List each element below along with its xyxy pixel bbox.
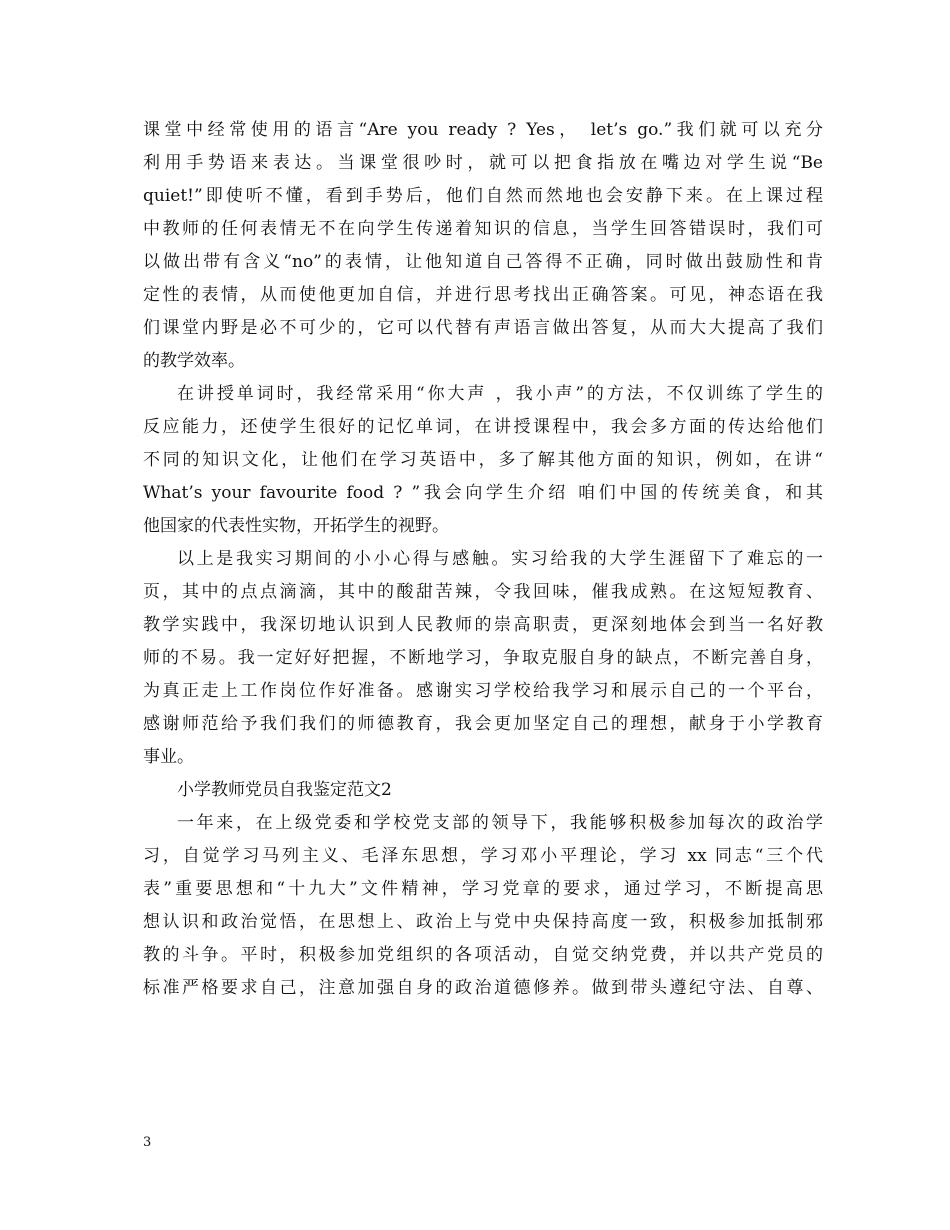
- text-line: 反应能力，还使学生很好的记忆单词，在讲授课程中，我会多方面的传达给他们: [143, 417, 823, 437]
- text-line: 为真正走上工作岗位作好准备。感谢实习学校给我学习和展示自己的一个平台，: [143, 681, 823, 701]
- text-line: 小学教师党员自我鉴定范文2: [177, 780, 392, 800]
- text-line: 教的斗争。平时，积极参加党组织的各项活动，自觉交纳党费，并以共产党员的: [143, 945, 823, 965]
- text-line: 以做出带有含义“no”的表情，让他知道自己答得不正确，同时做出鼓励性和肯: [143, 252, 823, 272]
- text-line: 事业。: [143, 747, 194, 767]
- text-line: 以上是我实习期间的小小心得与感触。实习给我的大学生涯留下了难忘的一: [177, 549, 823, 569]
- text-line: 师的不易。我一定好好把握，不断地学习，争取克服自身的缺点，不断完善自身，: [143, 648, 823, 668]
- text-line: 一年来，在上级党委和学校党支部的领导下，我能够积极参加每次的政治学: [177, 813, 823, 833]
- text-line: 们课堂内野是必不可少的，它可以代替有声语言做出答复，从而大大提高了我们: [143, 318, 823, 338]
- text-line: 课堂中经常使用的语言“Are you ready ? Yes， let’s go.”我们就可以充分: [143, 120, 823, 140]
- text-line: 他国家的代表性实物，开拓学生的视野。: [143, 516, 449, 536]
- body-text: [143, 114, 823, 1005]
- text-line: 页，其中的点点滴滴，其中的酸甜苦辣，令我回味，催我成熟。在这短短教育、: [143, 582, 823, 602]
- text-line: 利用手势语来表达。当课堂很吵时，就可以把食指放在嘴边对学生说“Be: [143, 153, 823, 173]
- text-line: 的教学效率。: [143, 351, 245, 371]
- text-line: 想认识和政治觉悟，在思想上、政治上与党中央保持高度一致，积极参加抵制邪: [143, 912, 823, 932]
- text-line: 在讲授单词时，我经常采用“你大声 ，我小声”的方法，不仅训练了学生的: [177, 384, 823, 404]
- text-line: 表”重要思想和“十九大”文件精神，学习党章的要求，通过学习，不断提高思: [143, 879, 823, 899]
- text-line: 标准严格要求自己，注意加强自身的政治道德修养。做到带头遵纪守法、自尊、: [143, 978, 823, 998]
- text-line: 感谢师范给予我们我们的师德教育，我会更加坚定自己的理想，献身于小学教育: [143, 714, 823, 734]
- text-line: 中教师的任何表情无不在向学生传递着知识的信息，当学生回答错误时，我们可: [143, 219, 823, 239]
- text-line: 习，自觉学习马列主义、毛泽东思想，学习邓小平理论，学习 xx 同志“三个代: [143, 846, 823, 866]
- text-line: 教学实践中，我深切地认识到人民教师的崇高职责，更深刻地体会到当一名好教: [143, 615, 823, 635]
- text-line: 不同的知识文化，让他们在学习英语中，多了解其他方面的知识，例如，在讲“: [143, 450, 823, 470]
- page-number: 3: [143, 1135, 152, 1150]
- text-line: What’s your favourite food ? ”我会向学生介绍 咱们中国的传统美食，和其: [143, 483, 823, 503]
- text-line: 定性的表情，从而使他更加自信，并进行思考找出正确答案。可见，神态语在我: [143, 285, 823, 305]
- text-line: quiet!”即使听不懂，看到手势后，他们自然而然地也会安静下来。在上课过程: [143, 186, 823, 206]
